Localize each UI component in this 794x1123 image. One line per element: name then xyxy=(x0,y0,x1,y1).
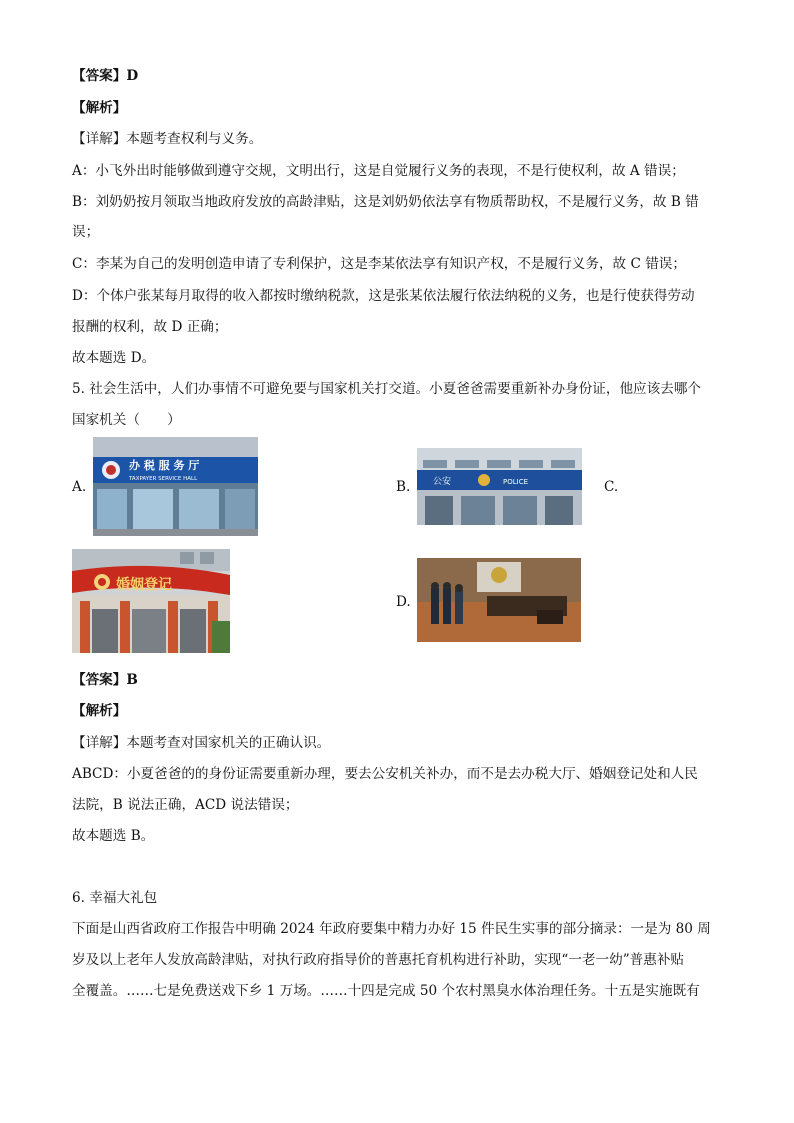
q5-analysis: 【解析】 xyxy=(72,703,127,719)
tax-service-hall-image xyxy=(93,437,258,536)
q5-option-b-label: B. xyxy=(396,479,411,495)
q5-stem-line1: 5. 社会生活中，人们办事情不可避免要与国家机关打交道。小夏爸爸需要重新补办身份证，他应该去哪个 xyxy=(72,381,702,397)
police-sign-en: POLICE xyxy=(503,478,529,486)
q6-paragraph-line1: 下面是山西省政府工作报告中明确 2024 年政府要集中精力办好 15 件民生实事的部分摘录：一是为 80 周 xyxy=(72,921,711,937)
q4-option-b-line2: 误； xyxy=(72,224,100,240)
q4-option-a: A：小飞外出时能够做到遵守交规，文明出行，这是自觉履行义务的表现，不是行使权利，故 A 错误； xyxy=(72,163,685,179)
q4-option-d-line1: D：个体户张某每月取得的收入都按时缴纳税款，这是张某依法履行依法纳税的义务，也是行使获得劳动 xyxy=(72,288,695,304)
q4-option-b-line1: B：刘奶奶按月领取当地政府发放的高龄津贴，这是刘奶奶依法享有物质帮助权，不是履行义务，故 B 错 xyxy=(72,194,699,210)
q5-abcd-line2: 法院，B 说法正确，ACD 说法错误； xyxy=(72,797,299,813)
courtroom-image xyxy=(417,558,581,642)
tax-sign-cn: 办 税 服 务 厅 xyxy=(129,459,200,472)
q4-conclusion: 故本题选 D。 xyxy=(72,350,156,366)
tax-sign-en: TAXPAYER SERVICE HALL xyxy=(129,476,198,482)
q5-option-d-label: D. xyxy=(396,594,411,610)
q5-detail: 【详解】本题考查对国家机关的正确认识。 xyxy=(72,735,331,751)
q6-paragraph-line2: 岁及以上老年人发放高龄津贴，对执行政府指导价的普惠托育机构进行补助，实现“一老一幼”普惠补贴 xyxy=(72,952,685,968)
police-sign-cn: 公安 xyxy=(433,477,452,487)
police-station-image xyxy=(417,448,582,525)
q6-title: 6. 幸福大礼包 xyxy=(72,890,158,906)
q6-paragraph-line3: 全覆盖。……七是免费送戏下乡 1 万场。……十四是完成 50 个农村黑臭水体治理任务。十五是实施既有 xyxy=(72,983,700,999)
q5-conclusion: 故本题选 B。 xyxy=(72,828,155,844)
q4-option-c: C：李某为自己的发明创造申请了专利保护，这是李某依法享有知识产权，不是履行义务，故 C 错误； xyxy=(72,256,686,272)
q4-answer-text: 【答案】D xyxy=(72,68,139,84)
q4-option-d-line2: 报酬的权利，故 D 正确； xyxy=(72,319,228,335)
q4-analysis: 【解析】 xyxy=(72,100,127,116)
q5-answer: 【答案】B xyxy=(72,672,138,688)
q4-detail: 【详解】本题考查权利与义务。 xyxy=(72,131,263,147)
marriage-sign: 婚姻登记 xyxy=(116,577,172,593)
q5-stem-line2: 国家机关（ ） xyxy=(72,412,181,428)
marriage-registration-image xyxy=(72,549,230,653)
q5-option-a-label: A. xyxy=(72,479,87,495)
q5-option-c-label: C. xyxy=(604,479,619,495)
q4-answer xyxy=(72,67,138,85)
q5-abcd-line1: ABCD：小夏爸爸的的身份证需要重新办理，要去公安机关补办，而不是去办税大厅、婚姻登记处和人民 xyxy=(72,766,698,782)
